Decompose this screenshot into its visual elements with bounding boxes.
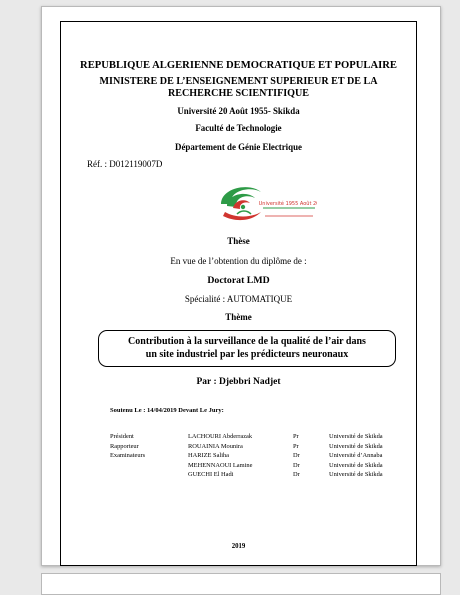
table-row [110,471,400,481]
thesis-title-line-1: Contribution à la surveillance de la qualité de l’air dans [128,336,366,347]
reference-number: Réf. : D012119007D [87,159,163,169]
republic-heading: REPUBLIQUE ALGERIENNE DEMOCRATIQUE ET POPULAIRE [80,60,397,71]
jury-role: Examinateurs [110,452,146,460]
author-line [61,377,416,387]
ministry-line-1: MINISTERE DE L’ENSEIGNEMENT SUPERIEUR ET DE LA [99,76,378,87]
jury-university: Université de Skikda [329,433,383,440]
thesis-title-line-2: un site industriel par les prédicteurs neuronaux [145,348,349,360]
document-page [41,6,441,566]
author-name: Djebbri Nadjet [219,377,281,387]
jury-grade: Dr [293,461,300,469]
jury-university: Université de Skikda [329,471,383,479]
table-row [110,462,400,472]
degree-name: Doctorat LMD [207,275,270,286]
obtention-line: En vue de l’obtention du diplôme de : [170,256,307,266]
jury-name: GUECHI El Hadi [188,471,234,479]
jury-university: Université de Skikda [329,442,383,450]
next-page-edge [41,573,441,595]
jury-name: MEHENNAOUI Lamine [188,461,253,469]
jury-name: LACHOURI Abderrazak [188,433,253,440]
jury-grade: Dr [293,452,300,460]
defense-date: Soutenu Le : 14/04/2019 Devant Le Jury: [110,407,224,414]
year: 2019 [231,543,246,550]
ministry-line-2: RECHERCHE SCIENTIFIQUE [167,87,310,99]
logo-text: Université 1955 Août 20 [258,201,317,207]
jury-grade: Pr [293,433,299,440]
university-logo-icon [217,182,317,228]
table-row [110,443,400,453]
author-label: Par : [196,377,217,387]
thesis-title-box [98,330,396,367]
jury-grade: Dr [293,471,300,479]
jury-name: HARIZE Saliha [188,452,229,460]
page-border-frame [60,21,417,566]
department-name: Département de Génie Electrique [175,142,302,152]
jury-role: Rapporteur [110,442,139,450]
specialty-line: Spécialité : AUTOMATIQUE [184,294,293,304]
jury-grade: Pr [293,442,299,450]
jury-university: Université d’Annaba [329,452,383,460]
theme-label: Thème [225,312,252,322]
jury-name: ROUAINIA Mounira [188,442,243,450]
table-row [110,452,400,462]
ministry-heading [61,76,416,99]
jury-table [110,433,400,481]
university-name: Université 20 Août 1955- Skikda [177,106,300,116]
jury-university: Université de Skikda [329,461,383,469]
faculty-name: Faculté de Technologie [195,123,282,133]
table-row [110,433,400,443]
jury-role: Président [110,433,134,440]
document-type: Thèse [227,236,250,246]
